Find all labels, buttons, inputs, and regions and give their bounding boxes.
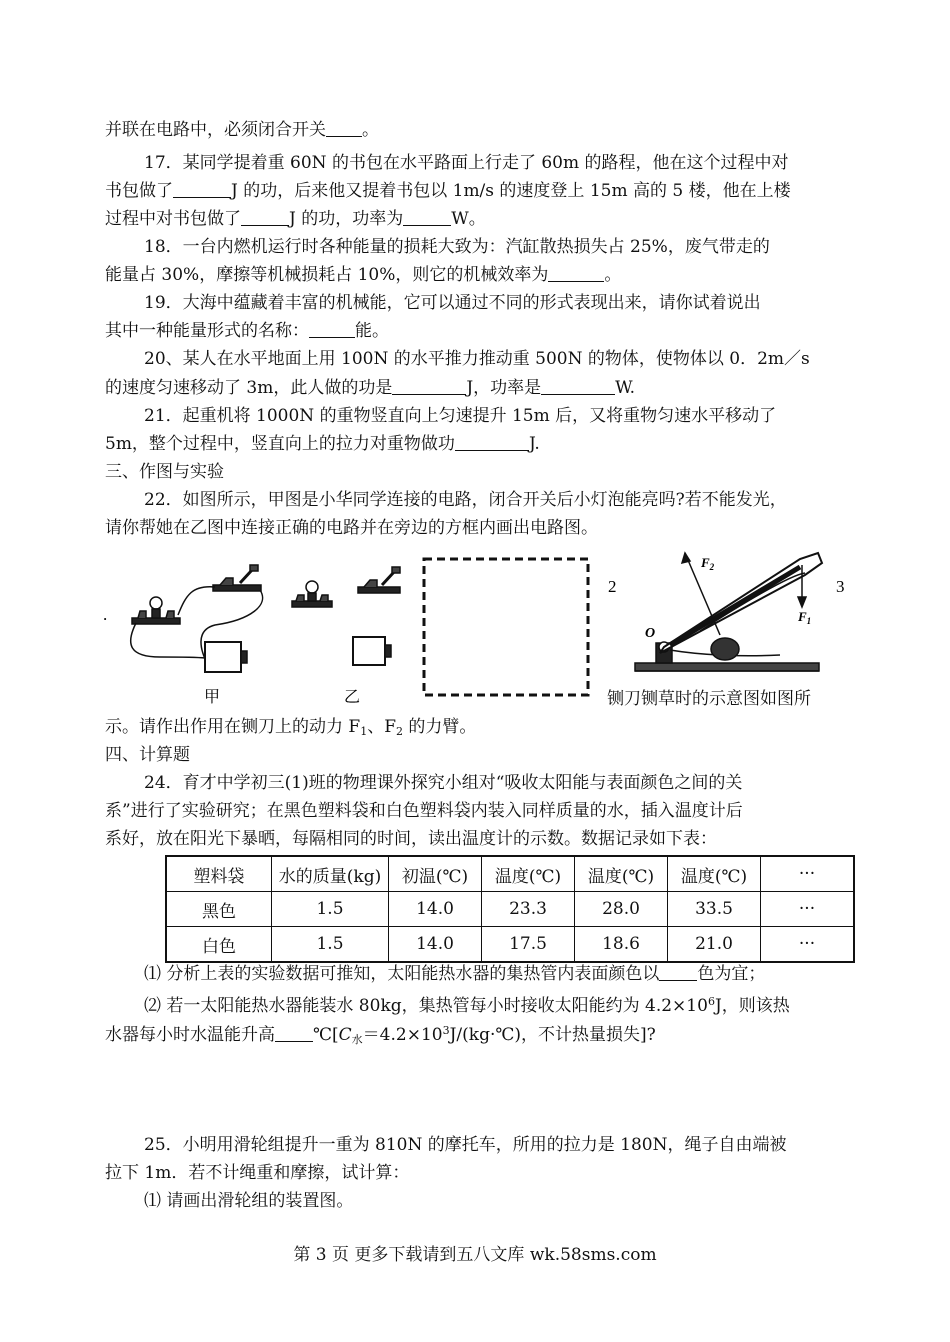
table-cell: 23.3 xyxy=(482,892,575,927)
answer-blank[interactable] xyxy=(275,1025,313,1042)
q19-line1: 19．大海中蕴藏着丰富的机械能，它可以通过不同的形式表现出来，请你试着说出 xyxy=(144,293,761,313)
answer-blank[interactable] xyxy=(173,181,231,198)
answer-blank[interactable] xyxy=(309,321,355,338)
table-header-cell: 水的质量(kg) xyxy=(272,856,389,892)
table-cell: ··· xyxy=(761,892,855,927)
data-table xyxy=(165,855,855,963)
table-cell: 21.0 xyxy=(668,927,761,963)
answer-blank[interactable] xyxy=(241,209,289,226)
q22-line2: 请你帮她在乙图中连接正确的电路并在旁边的方框内画出电路图。 xyxy=(105,518,598,538)
table-cell: 33.5 xyxy=(668,892,761,927)
circuit-jia xyxy=(131,565,263,672)
answer-blank[interactable] xyxy=(659,964,697,981)
label-f2: $F_2$ xyxy=(701,555,715,572)
q18-line1: 18．一台内燃机运行时各种能量的损耗大致为：汽缸散热损失占 25%，废气带走的 xyxy=(144,237,770,257)
q21-line1: 21．起重机将 1000N 的重物竖直向上匀速提升 15m 后，又将重物匀速水平移动了 xyxy=(144,406,777,426)
figure-dot: . xyxy=(103,605,108,624)
table-cell: 1.5 xyxy=(272,927,389,963)
question-number-2: 2 xyxy=(608,577,617,596)
q18-line2: 能量占 30%，摩擦等机械损耗占 10%，则它的机械效率为 。 xyxy=(105,265,622,285)
q24-part2-line1: ⑵ 若一太阳能热水器能装水 80kg，集热管每小时接收太阳能约为 $4.2\times 10^6J$，则该热 xyxy=(144,995,790,1016)
table-row xyxy=(166,927,854,963)
q25-line1: 25．小明用滑轮组提升一重为 810N 的摩托车，所用的拉力是 180N，绳子自由端被 xyxy=(144,1135,787,1155)
table-header-cell: 塑料袋 xyxy=(166,856,272,892)
q21-line2: 5m，整个过程中，竖直向上的拉力对重物做功 J. xyxy=(105,434,540,454)
circuit-diagram-box[interactable] xyxy=(424,559,588,695)
q23-line2: 示。请作出作用在铡刀上的动力 $F_1$、$F_2$ 的力臂。 xyxy=(105,717,477,738)
answer-blank[interactable] xyxy=(326,120,362,137)
table-header-cell: 温度(℃) xyxy=(482,856,575,892)
table-cell: ··· xyxy=(761,927,855,963)
table-cell: 18.6 xyxy=(575,927,668,963)
label-o: O xyxy=(645,626,656,641)
answer-blank[interactable] xyxy=(403,209,451,226)
table-cell: 14.0 xyxy=(389,892,482,927)
table-header-row xyxy=(166,856,854,892)
q17-line1: 17．某同学提着重 60N 的书包在水平路面上行走了 60m 的路程，他在这个过程中对 xyxy=(144,153,789,173)
q17-line2: 书包做了 J 的功，后来他又提着书包以 1m/s 的速度登上 15m 高的 5 楼，他在上楼 xyxy=(105,181,791,201)
table-header-cell: 初温(℃) xyxy=(389,856,482,892)
q20-line1: 20、某人在水平地面上用 100N 的水平推力推动重 500N 的物体，使物体以 0．2m／s xyxy=(144,349,810,369)
answer-blank[interactable] xyxy=(548,265,604,282)
table-cell: 黑色 xyxy=(166,892,272,927)
answer-blank[interactable] xyxy=(392,378,466,395)
label-f1: $F_1$ xyxy=(798,609,812,626)
q24-line1: 24．育才中学初三(1)班的物理课外探究小组对“吸收太阳能与表面颜色之间的关 xyxy=(144,773,743,793)
line-q16-end: 并联在电路中，必须闭合开关 。 xyxy=(105,120,379,140)
table-header-cell: 温度(℃) xyxy=(575,856,668,892)
label-jia: 甲 xyxy=(204,689,221,706)
q22-line1: 22．如图所示，甲图是小华同学连接的电路，闭合开关后小灯泡能亮吗?若不能发光， xyxy=(144,490,787,510)
q24-line2: 系”进行了实验研究；在黑色塑料袋和白色塑料袋内装入同样质量的水，插入温度计后 xyxy=(105,801,743,821)
table-cell: 14.0 xyxy=(389,927,482,963)
fodder-cutter-diagram xyxy=(635,553,822,671)
circuit-yi xyxy=(292,567,400,665)
question-number-3: 3 xyxy=(836,577,845,596)
q23-line1: 铡刀铡草时的示意图如图所 xyxy=(607,689,811,709)
answer-blank[interactable] xyxy=(455,434,529,451)
q24-line3: 系好，放在阳光下暴晒，每隔相同的时间，读出温度计的示数。数据记录如下表： xyxy=(105,829,717,849)
page-footer: 第 3 页 更多下载请到五八文库 wk.58sms.com xyxy=(293,1245,657,1265)
answer-blank[interactable] xyxy=(541,378,615,395)
label-yi: 乙 xyxy=(344,689,361,706)
q25-line2: 拉下 1m．若不计绳重和摩擦，试计算： xyxy=(105,1163,410,1183)
table-row xyxy=(166,892,854,927)
table-cell: 28.0 xyxy=(575,892,668,927)
q24-part2-line2: 水器每小时水温能升高 $℃[C_水=4.2\times 10^3J/(kg\cdot℃)$，不计热量损失]? xyxy=(105,1024,656,1046)
table-cell: 1.5 xyxy=(272,892,389,927)
q19-line2: 其中一种能量形式的名称： 能。 xyxy=(105,321,389,341)
q17-line3: 过程中对书包做了 J 的功，功率为 W。 xyxy=(105,209,486,229)
table-header-cell: 温度(℃) xyxy=(668,856,761,892)
section-4-heading: 四、计算题 xyxy=(105,745,190,765)
q25-part1: ⑴ 请画出滑轮组的装置图。 xyxy=(144,1191,354,1211)
table-header-cell: ··· xyxy=(761,856,855,892)
q24-part1: ⑴ 分析上表的实验数据可推知，太阳能热水器的集热管内表面颜色以 色为宜； xyxy=(144,964,766,984)
q20-line2: 的速度匀速移动了 3m，此人做的功是 J，功率是 W. xyxy=(105,378,636,398)
table-cell: 17.5 xyxy=(482,927,575,963)
section-3-heading: 三、作图与实验 xyxy=(105,462,224,482)
table-cell: 白色 xyxy=(166,927,272,963)
